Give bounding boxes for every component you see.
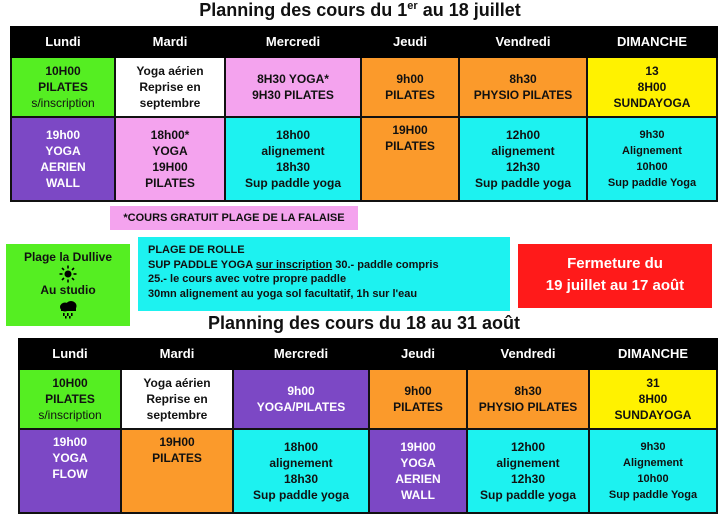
july-vendredi-morning: 8h30 PHYSIO PILATES [459, 57, 587, 117]
sun-icon [6, 265, 130, 283]
july-jeudi-evening: 19H00 PILATES [361, 117, 459, 201]
july-mercredi-morning: 8H30 YOGA* 9H30 PILATES [225, 57, 361, 117]
closure-line-2: 19 juillet au 17 août [545, 277, 685, 294]
closure-line-1: Fermeture du [567, 255, 663, 272]
august-jeudi-morning: 9h00 PILATES [369, 369, 467, 429]
rolle-sup-paddle-line: SUP PADDLE YOGA sur inscription 30.- paddle compris [148, 258, 439, 271]
august-lundi-morning: 10H00 PILATES s/inscription [19, 369, 121, 429]
free-class-note: *COURS GRATUIT PLAGE DE LA FALAISE [110, 206, 358, 230]
august-title: Planning des cours du 18 au 31 août [207, 313, 521, 333]
header-mardi: Mardi [115, 27, 225, 57]
header-vendredi: Vendredi [459, 27, 587, 57]
july-header-row [11, 27, 717, 57]
rolle-alignment-line: 30mn alignement au yoga sol facultatif, 1h sur l'eau [148, 287, 418, 300]
august-mercredi-evening: 18h00 alignement 18h30 Sup paddle yoga [233, 429, 369, 513]
header-jeudi: Jeudi [369, 339, 467, 369]
header-vendredi: Vendredi [467, 339, 589, 369]
rolle-own-paddle-line: 25.- le cours avec votre propre paddle [148, 273, 347, 285]
header-lundi: Lundi [19, 339, 121, 369]
legend-plage-label: Plage la Dullive [23, 250, 113, 264]
august-vendredi-morning: 8h30 PHYSIO PILATES [467, 369, 589, 429]
august-jeudi-evening: 19H00 YOGA AERIEN WALL [369, 429, 467, 513]
august-morning-row [19, 369, 717, 429]
header-mercredi: Mercredi [225, 27, 361, 57]
header-dimanche: DIMANCHE [587, 27, 717, 57]
rolle-info-box [138, 237, 510, 311]
july-jeudi-morning: 9h00 PILATES [361, 57, 459, 117]
july-lundi-evening: 19h00 YOGA AERIEN WALL [11, 117, 115, 201]
july-evening-row [11, 117, 717, 201]
august-vendredi-evening: 12h00 alignement 12h30 Sup paddle yoga [467, 429, 589, 513]
july-schedule-table [10, 26, 718, 202]
july-mardi-evening: 18h00* YOGA 19H00 PILATES [115, 117, 225, 201]
july-title: Planning des cours du 1er au 18 juillet [199, 0, 521, 20]
header-jeudi: Jeudi [361, 27, 459, 57]
header-dimanche: DIMANCHE [589, 339, 717, 369]
rolle-title: PLAGE DE ROLLE [148, 244, 245, 256]
july-dimanche-evening: 9h30 Alignement 10h00 Sup paddle Yoga [587, 117, 717, 201]
july-morning-row [11, 57, 717, 117]
header-mercredi: Mercredi [233, 339, 369, 369]
header-mardi: Mardi [121, 339, 233, 369]
registration-required: sur inscription [255, 258, 333, 271]
august-mardi-morning: Yoga aérien Reprise en septembre [121, 369, 233, 429]
august-header-row [19, 339, 717, 369]
header-lundi: Lundi [11, 27, 115, 57]
august-dimanche-morning: 31 8H00 SUNDAYOGA [589, 369, 717, 429]
july-mercredi-evening: 18h00 alignement 18h30 Sup paddle yoga [225, 117, 361, 201]
august-mardi-evening: 19H00 PILATES [121, 429, 233, 513]
legend-studio-label: Au studio [40, 283, 96, 297]
august-mercredi-morning: 9h00 YOGA/PILATES [233, 369, 369, 429]
august-schedule-table [18, 338, 718, 514]
july-vendredi-evening: 12h00 alignement 12h30 Sup paddle yoga [459, 117, 587, 201]
closure-notice [518, 244, 712, 308]
july-dimanche-morning: 13 8H00 SUNDAYOGA [587, 57, 717, 117]
august-dimanche-evening: 9h30 Alignement 10h00 Sup paddle Yoga [589, 429, 717, 513]
august-evening-row [19, 429, 717, 513]
july-mardi-morning: Yoga aérien Reprise en septembre [115, 57, 225, 117]
august-lundi-evening: 19h00 YOGA FLOW [19, 429, 121, 513]
july-lundi-morning: 10H00 PILATES s/inscription [11, 57, 115, 117]
